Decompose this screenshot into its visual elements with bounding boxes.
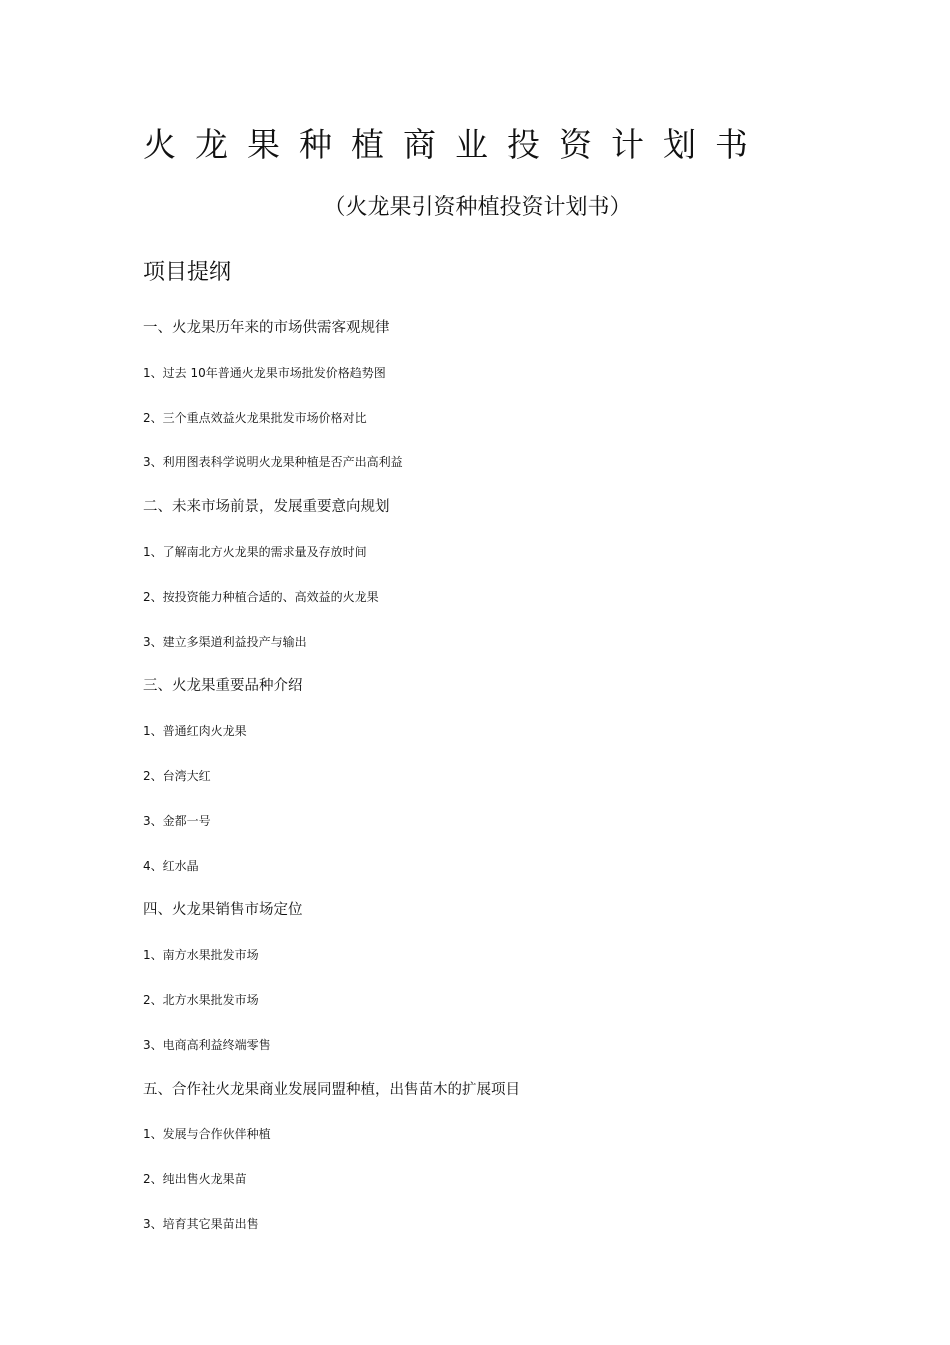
- document-subtitle: （火龙果引资种植投资计划书）: [323, 195, 632, 220]
- section-heading-4: 四、火龙果销售市场定位: [143, 902, 303, 919]
- list-item: 3、电商高利益终端零售: [143, 1037, 271, 1052]
- list-item: 1、了解南北方火龙果的需求量及存放时间: [143, 544, 367, 559]
- list-item: 3、金都一号: [143, 813, 211, 828]
- list-item: 3、建立多渠道利益投产与输出: [143, 634, 307, 649]
- section-heading-5: 五、合作社火龙果商业发展同盟种植，出售苗木的扩展项目: [143, 1081, 520, 1098]
- section-heading-2: 二、未来市场前景，发展重要意向规划: [143, 499, 390, 516]
- list-item: 2、纯出售火龙果苗: [143, 1172, 247, 1187]
- section-heading-1: 一、火龙果历年来的市场供需客观规律: [143, 320, 390, 336]
- outline-heading: 项目提纲: [143, 260, 232, 285]
- list-item: 3、利用图表科学说明火龙果种植是否产出高利益: [143, 455, 403, 470]
- list-item: 1、南方水果批发市场: [143, 948, 259, 963]
- list-item: 2、按投资能力种植合适的、高效益的火龙果: [143, 589, 379, 604]
- section-heading-3: 三、火龙果重要品种介绍: [143, 678, 303, 695]
- list-item: 1、发展与合作伙伴种植: [143, 1127, 271, 1142]
- list-item: 1、普通红肉火龙果: [143, 724, 247, 739]
- list-item: 2、三个重点效益火龙果批发市场价格对比: [143, 410, 367, 425]
- list-item: 2、台湾大红: [143, 768, 211, 783]
- outline-list: [143, 313, 843, 1254]
- list-item: 4、红水晶: [143, 858, 199, 873]
- list-item: 2、北方水果批发市场: [143, 992, 259, 1007]
- list-item: 1、过去 10年普通火龙果市场批发价格趋势图: [143, 365, 386, 380]
- list-item: 3、培育其它果苗出售: [143, 1216, 259, 1231]
- document-title: 火龙果种植商业投资计划书: [143, 125, 767, 164]
